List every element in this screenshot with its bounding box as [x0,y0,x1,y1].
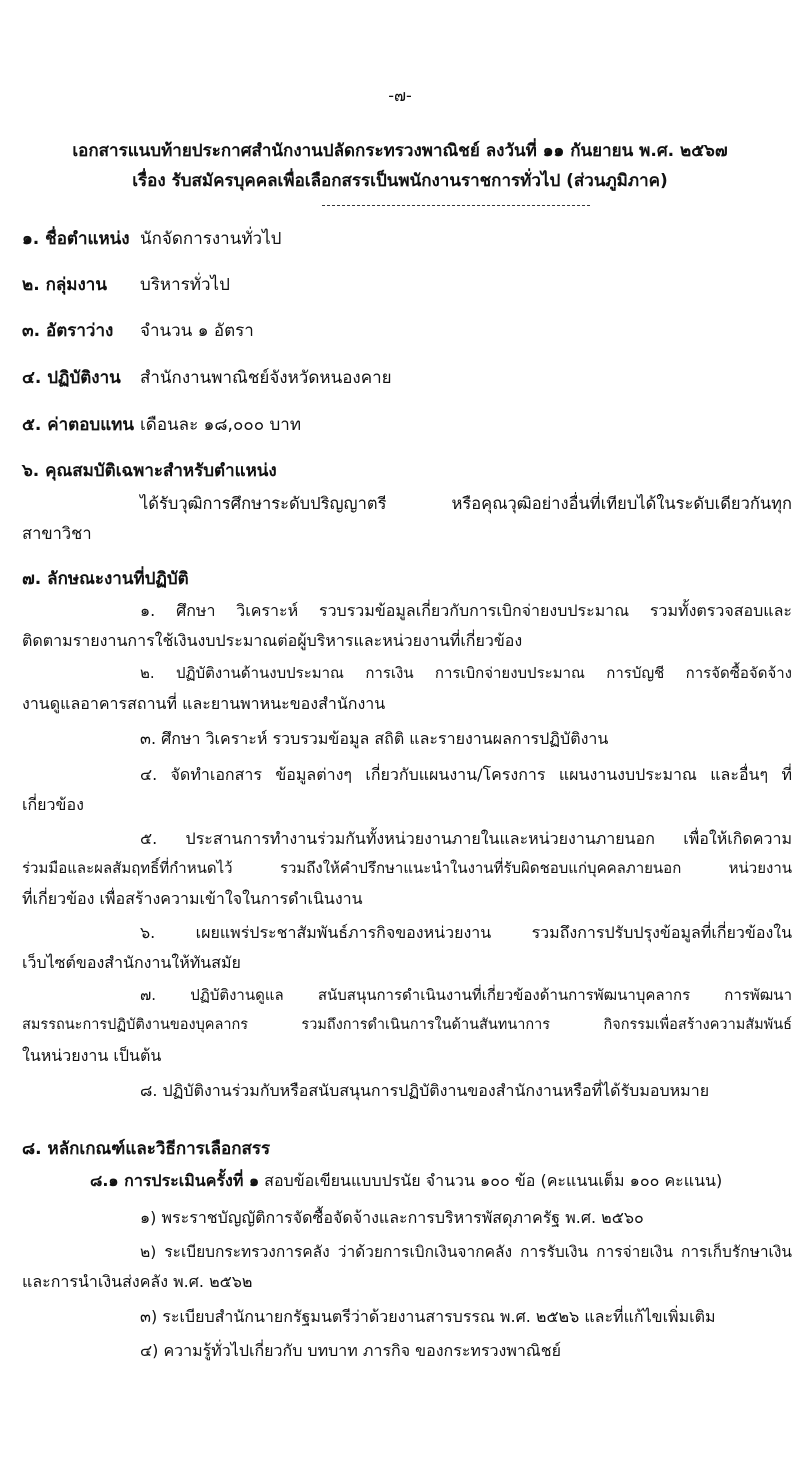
section-8-item: และการนำเงินส่งคลัง พ.ศ. ๒๕๖๒ [22,1272,253,1291]
section-7-item: สมรรถนะการปฏิบัติงานของบุคลากร รวมถึงการดำเนินการในด้านสันทนาการ กิจกรรมเพื่อสร้างความสัมพันธ์ [22,1017,792,1033]
section-7-item: ร่วมมือและผลสัมฤทธิ์ที่กำหนดไว้ รวมถึงให้คำปรึกษาแนะนำในงานที่รับผิดชอบแก่บุคคลภายนอก หน่วยงาน [22,859,792,877]
section-7-item: ที่เกี่ยวข้อง เพื่อสร้างความเข้าใจในการดำเนินงาน [22,889,363,908]
section-6-heading: ๖. คุณสมบัติเฉพาะสำหรับตำแหน่ง [22,461,277,481]
section-7-item: ๓. ศึกษา วิเคราะห์ รวบรวมข้อมูล สถิติ และรายงานผลการปฏิบัติงาน [140,729,609,748]
section-7-item: เว็บไซต์ของสำนักงานให้ทันสมัย [22,953,241,972]
field-label: ๑. ชื่อตำแหน่ง [22,229,130,249]
section-7-item: ติดตามรายงานการใช้เงินงบประมาณต่อผู้บริหารและหน่วยงานที่เกี่ยวข้อง [22,631,523,650]
section-7-heading: ๗. ลักษณะงานที่ปฏิบัติ [22,569,189,589]
field-position [22,228,281,250]
section-8-item: ๑) พระราชบัญญัติการจัดซื้อจัดจ้างและการบริหารพัสดุภาครัฐ พ.ศ. ๒๕๖๐ [140,1208,644,1227]
section-7-item: ในหน่วยงาน เป็นต้น [22,1046,162,1065]
section-7-item: ๗. ปฏิบัติงานดูแล สนับสนุนการดำเนินงานที่เกี่ยวข้องด้านการพัฒนาบุคลากร การพัฒนา [140,986,792,1004]
section-7-item: ๔. จัดทำเอกสาร ข้อมูลต่างๆ เกี่ยวกับแผนงาน/โครงการ แผนงานงบประมาณ และอื่นๆ ที่ [140,765,792,784]
page-number: -๗- [388,86,412,105]
section-8-item: ๔) ความรู้ทั่วไปเกี่ยวกับ บทบาท ภารกิจ ของกระทรวงพาณิชย์ [140,1341,561,1360]
section-6-line: สาขาวิชา [22,524,92,543]
field-value: นักจัดการงานทั่วไป [140,229,282,249]
section-7-item: ๘. ปฏิบัติงานร่วมกับหรือสนับสนุนการปฏิบัติงานของสำนักงานหรือที่ได้รับมอบหมาย [140,1081,710,1100]
section-7-item: ๑. ศึกษา วิเคราะห์ รวบรวมข้อมูลเกี่ยวกับการเบิกจ่ายงบประมาณ รวมทั้งตรวจสอบและ [140,601,792,620]
section-8-subheading [90,1171,722,1192]
section-7-item: เกี่ยวข้อง [22,795,84,814]
section-8-sub-label: ๘.๑ การประเมินครั้งที่ ๑ [90,1171,260,1190]
header-line-1: เอกสารแนบท้ายประกาศสำนักงานปลัดกระทรวงพาณิชย์ ลงวันที่ ๑๑ กันยายน พ.ศ. ๒๕๖๗ [72,141,728,161]
section-7-item: ๖. เผยแพร่ประชาสัมพันธ์ภารกิจของหน่วยงาน รวมถึงการปรับปรุงข้อมูลที่เกี่ยวข้องใน [140,923,792,942]
field-label: ๕. ค่าตอบแทน [22,415,134,435]
section-8-item: ๒) ระเบียบกระทรวงการคลัง ว่าด้วยการเบิกเงินจากคลัง การรับเงิน การจ่ายเงิน การเก็บรักษาเงิน [140,1243,792,1261]
section-7-item: ๒. ปฏิบัติงานด้านงบประมาณ การเงิน การเบิกจ่ายงบประมาณ การบัญชี การจัดซื้อจัดจ้าง [140,664,792,682]
section-7-item: ๕. ประสานการทำงานร่วมกันทั้งหน่วยงานภายในและหน่วยงานภายนอก เพื่อให้เกิดความ [140,829,792,848]
field-value: เดือนละ ๑๘,๐๐๐ บาท [140,415,302,435]
field-workplace [22,367,392,389]
field-vacancy [22,320,254,342]
section-8-sub-text: สอบข้อเขียนแบบปรนัย จำนวน ๑๐๐ ข้อ (คะแนนเต็ม ๑๐๐ คะแนน) [259,1171,723,1190]
section-7-item: งานดูแลอาคารสถานที่ และยานพาหนะของสำนักงาน [22,694,386,713]
section-8-item: ๓) ระเบียบสำนักนายกรัฐมนตรีว่าด้วยงานสารบรรณ พ.ศ. ๒๕๒๖ และที่แก้ไขเพิ่มเติม [140,1307,716,1326]
field-value: บริหารทั่วไป [140,275,230,295]
field-label: ๒. กลุ่มงาน [22,275,107,295]
header-line-2: เรื่อง รับสมัครบุคคลเพื่อเลือกสรรเป็นพนักงานราชการทั่วไป (ส่วนภูมิภาค) [132,171,668,191]
field-value: สำนักงานพาณิชย์จังหวัดหนองคาย [140,368,392,388]
header-divider [322,205,590,206]
field-group [22,274,230,296]
field-value: จำนวน ๑ อัตรา [140,321,254,341]
section-8-heading: ๘. หลักเกณฑ์และวิธีการเลือกสรร [22,1139,271,1159]
field-label: ๓. อัตราว่าง [22,321,114,341]
section-6-line: ได้รับวุฒิการศึกษาระดับปริญญาตรี หรือคุณวุฒิอย่างอื่นที่เทียบได้ในระดับเดียวกันทุก [140,494,792,513]
field-label: ๔. ปฏิบัติงาน [22,368,121,388]
field-salary [22,414,301,436]
